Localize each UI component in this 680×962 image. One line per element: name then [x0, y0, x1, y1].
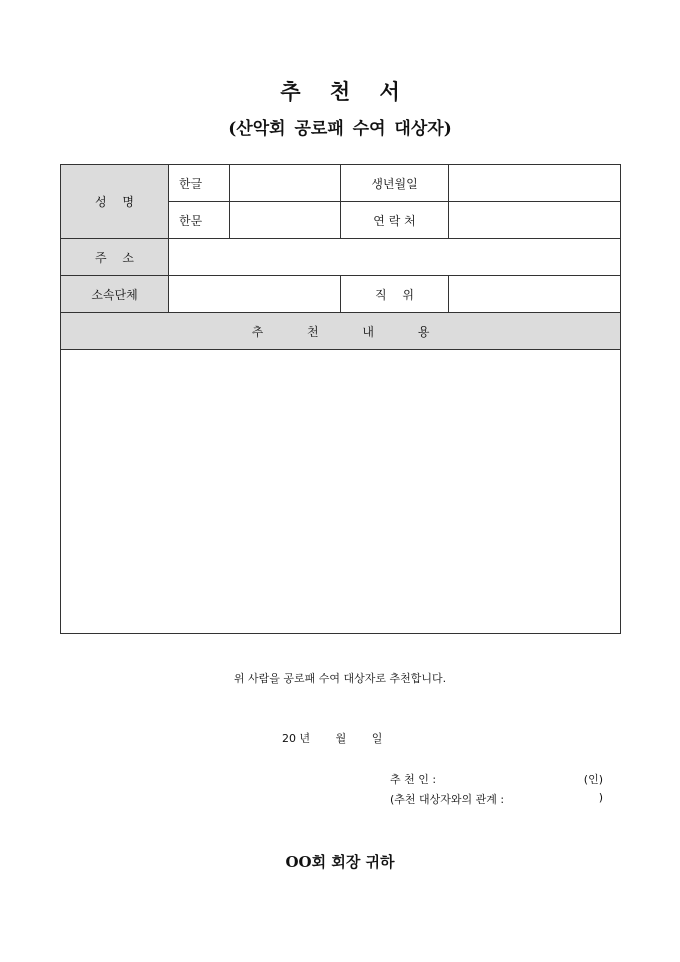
date-day: 일: [371, 732, 383, 745]
relation-close: ): [598, 791, 603, 804]
organization-label: 소속단체: [61, 276, 169, 313]
birthdate-label: 생년월일: [341, 165, 449, 202]
recommendation-statement: 위 사람을 공로패 수여 대상자로 추천합니다.: [233, 672, 447, 685]
address-label: 주 소: [61, 239, 169, 276]
organization-row: [61, 276, 621, 313]
hangul-label: 한글: [169, 165, 230, 202]
hanja-name-field[interactable]: [230, 202, 341, 239]
organization-field[interactable]: [169, 276, 341, 313]
contact-field[interactable]: [449, 202, 621, 239]
hangul-name-field[interactable]: [230, 165, 341, 202]
position-field[interactable]: [449, 276, 621, 313]
recommendation-form-table: [60, 164, 621, 634]
content-body-row: [61, 350, 621, 634]
content-field[interactable]: [61, 350, 621, 634]
position-label: 직 위: [341, 276, 449, 313]
relation-line: (추천 대상자와의 관계 :: [390, 793, 505, 806]
content-label: 추 천 내 용: [61, 313, 621, 350]
document-title: 추 천 서: [280, 79, 400, 104]
seal-mark: (인): [583, 773, 603, 786]
birthdate-field[interactable]: [449, 165, 621, 202]
name-hangul-row: [61, 165, 621, 202]
address-row: [61, 239, 621, 276]
document-subtitle: (산악회 공로패 수여 대상자): [228, 119, 452, 139]
hanja-label: 한문: [169, 202, 230, 239]
date-month: 월: [335, 732, 347, 745]
content-header-row: [61, 313, 621, 350]
address-field[interactable]: [169, 239, 621, 276]
name-label: 성 명: [61, 165, 169, 239]
recommender-line: 추 천 인 :: [390, 773, 437, 786]
addressee: OO회 회장 귀하: [285, 853, 395, 871]
date-year: 20 년: [282, 732, 311, 745]
contact-label: 연 락 처: [341, 202, 449, 239]
date-line: [282, 730, 404, 746]
